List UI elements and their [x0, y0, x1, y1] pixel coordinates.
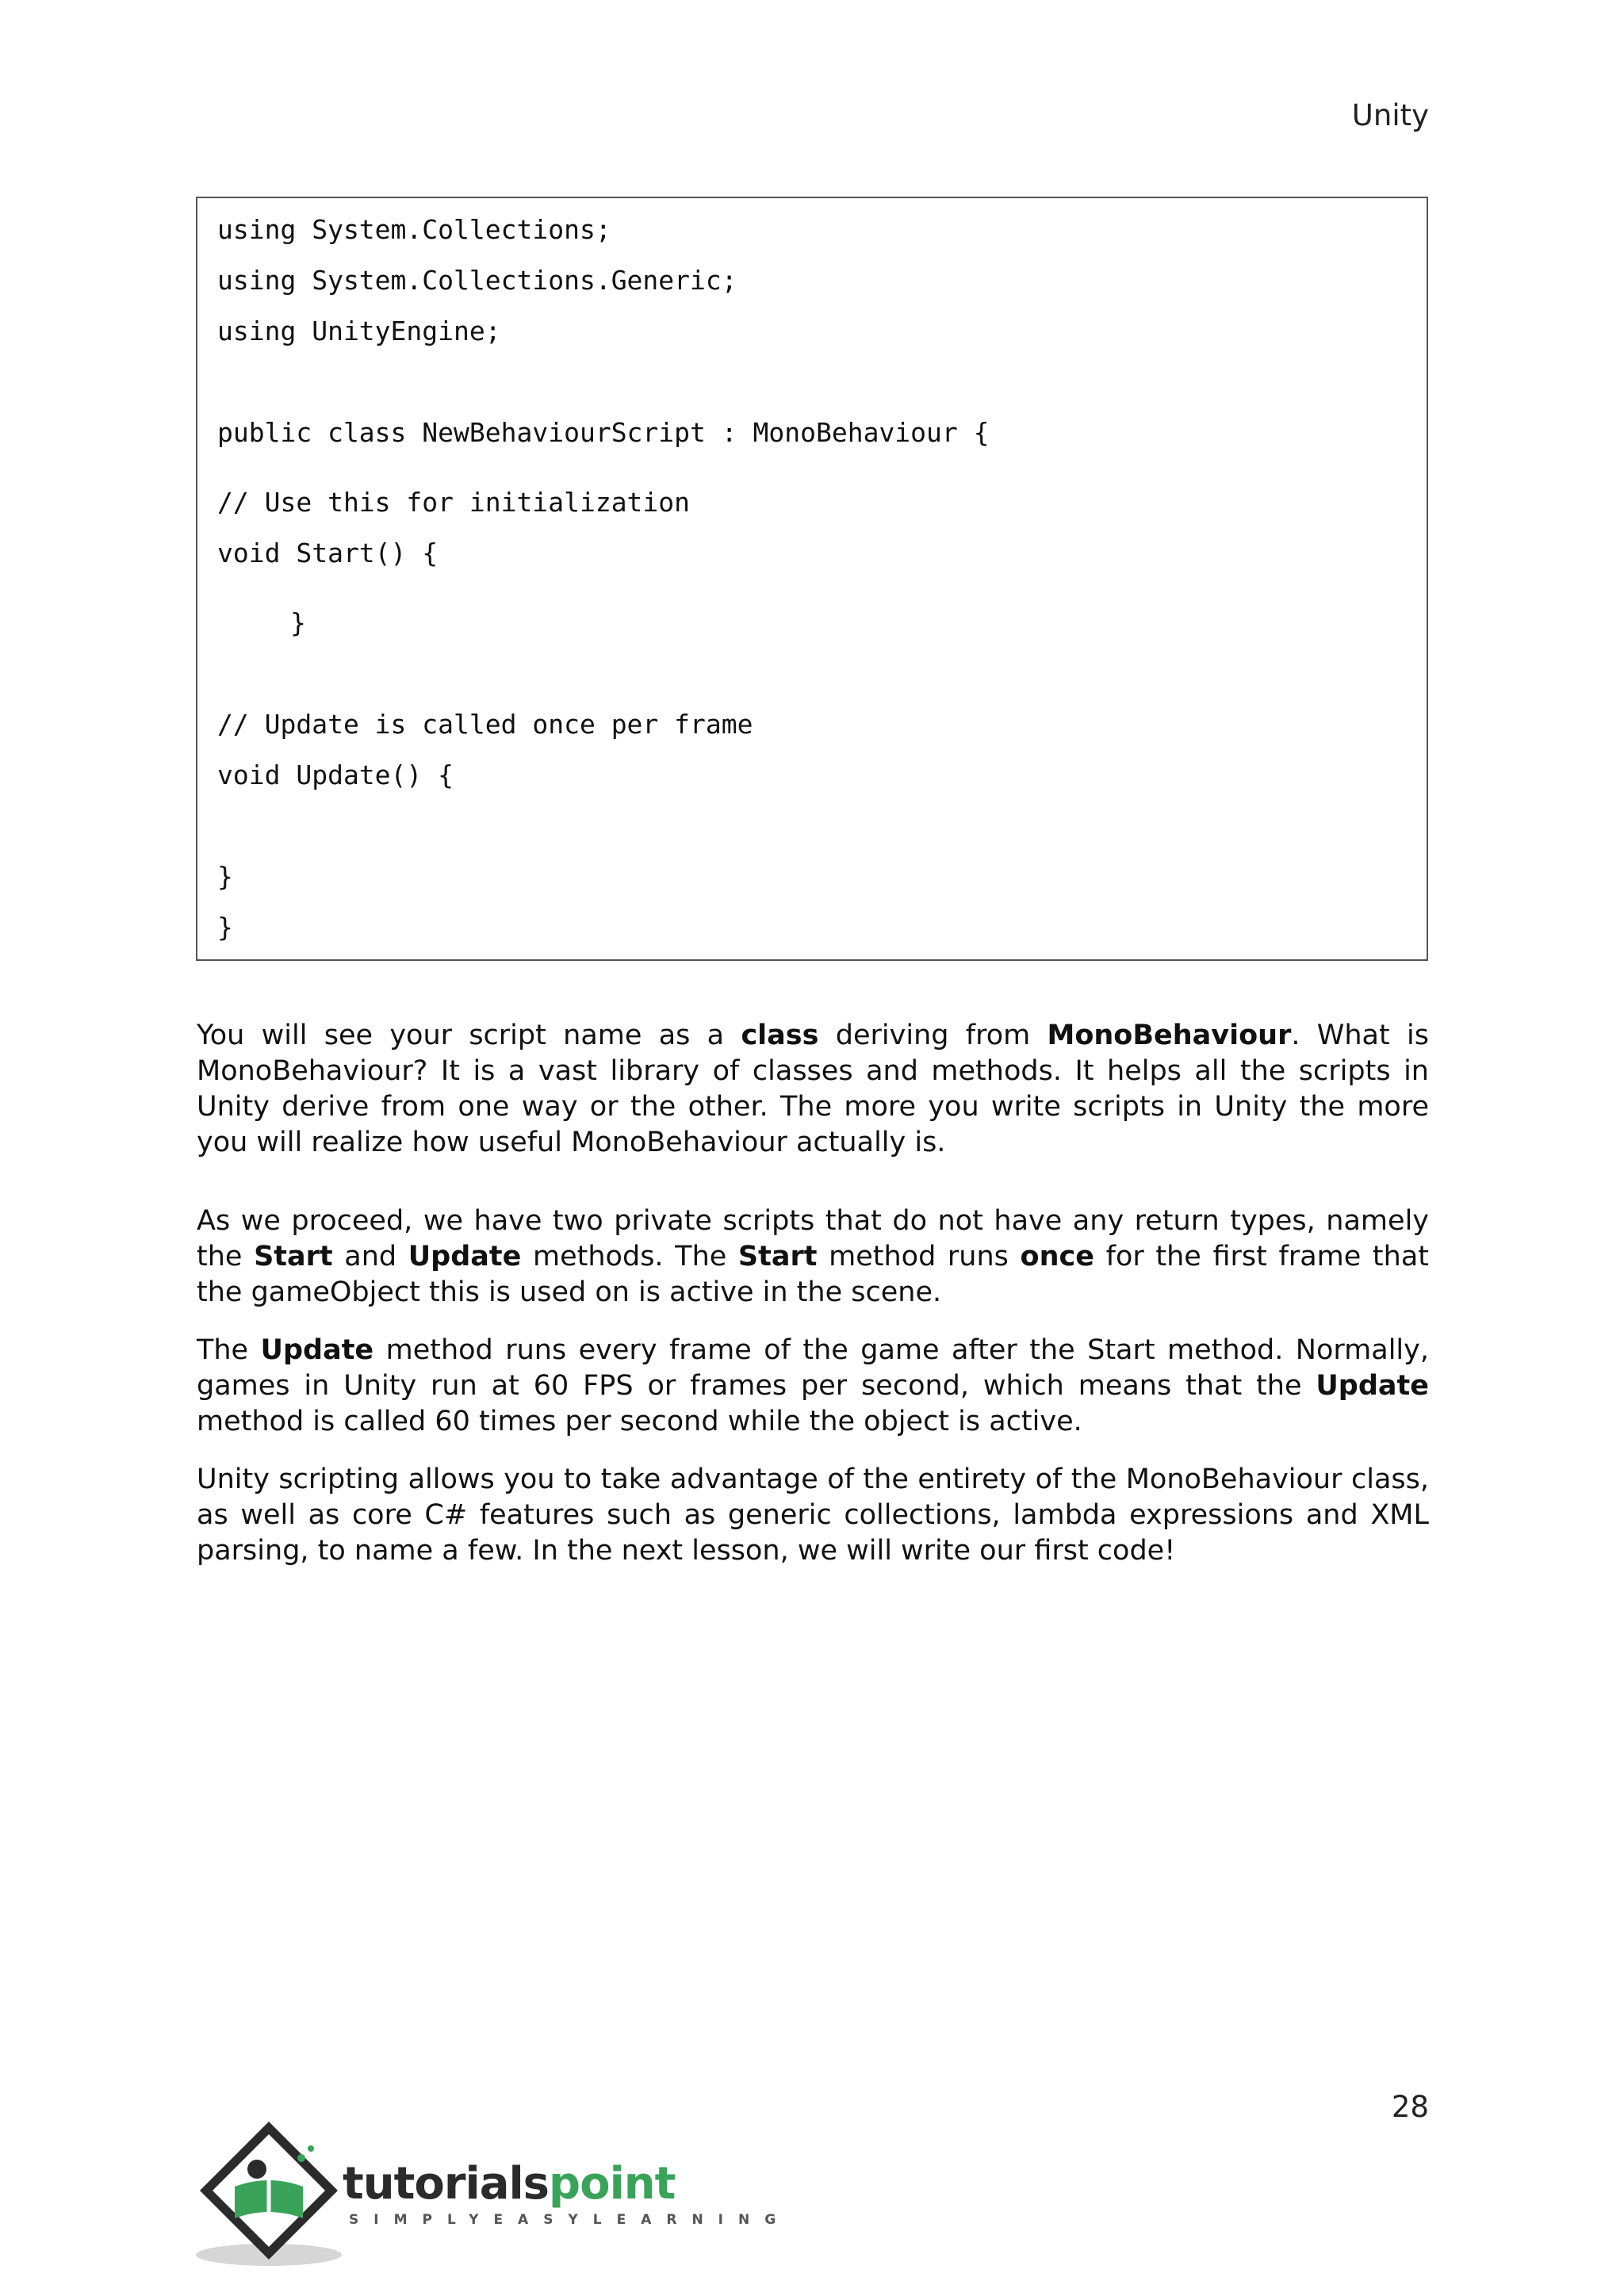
logo-wordmark [343, 2158, 675, 2210]
code-line: using System.Collections; [217, 214, 611, 245]
paragraph-scripting-features [197, 1462, 1429, 1569]
code-line: } [217, 912, 233, 943]
text-span: . What is MonoBehaviour? It is a vast library of classes and methods. It helps all the scripts in Unity derive from one way or the other. The more you write scripts in Unity the more you will realize how useful MonoBehaviour actually is. [197, 1020, 1429, 1158]
logo-wordmark-part1: tutorials [343, 2158, 550, 2210]
bold-term: Update [260, 1334, 374, 1366]
code-block [196, 197, 1428, 961]
paragraph-update-fps [197, 1333, 1429, 1440]
code-line: using UnityEngine; [217, 316, 501, 346]
bold-term: once [1020, 1241, 1094, 1272]
tutorialspoint-logo-icon [193, 2114, 352, 2272]
text-span: Unity scripting allows you to take advantage of the entirety of the MonoBehaviour class, as well as core C# features such as generic collections, lambda expressions and XML parsing, to name a few. In the next lesson, we will write our first code! [197, 1464, 1429, 1567]
text-span: and [332, 1241, 408, 1272]
code-line: // Use this for initialization [217, 487, 691, 518]
bold-term: Update [1316, 1370, 1429, 1402]
bold-term: class [741, 1020, 819, 1051]
text-span: The [197, 1334, 261, 1366]
page-number: 28 [1391, 2090, 1429, 2124]
text-span: for the first frame that the gameObject this is used on is active in the scene. [197, 1241, 1429, 1308]
code-line: void Update() { [217, 760, 454, 790]
page-header-title: Unity [1351, 98, 1429, 132]
logo-head-shape [247, 2160, 266, 2179]
logo-tagline: SIMPLYEASYLEARNING [349, 2212, 791, 2228]
code-line: } [290, 607, 306, 638]
bold-term: Start [254, 1241, 333, 1272]
text-span: method is called 60 times per second while the object is active. [197, 1406, 1082, 1437]
text-span: method runs every frame of the game after the Start method. Normally, games in Unity run at 60 FPS or frames per second, which means that the [197, 1334, 1429, 1402]
bold-term: MonoBehaviour [1047, 1020, 1292, 1051]
code-line: void Start() { [217, 538, 439, 568]
text-span: As we proceed, we have two private scripts that do not have any return types, namely the [197, 1205, 1429, 1272]
code-line: using System.Collections.Generic; [217, 265, 737, 296]
code-line: } [217, 861, 233, 892]
logo-dot-shape [297, 2154, 305, 2162]
paragraph-monobehaviour-intro [197, 1018, 1429, 1161]
bold-term: Update [408, 1241, 522, 1272]
bold-term: Start [737, 1241, 818, 1272]
paragraph-start-update [197, 1203, 1429, 1311]
text-span: method runs [817, 1241, 1021, 1272]
text-span: deriving from [818, 1020, 1048, 1051]
code-line: // Update is called once per frame [217, 709, 753, 740]
code-line: public class NewBehaviourScript : MonoBehaviour { [217, 417, 990, 448]
text-span: You will see your script name as a [197, 1020, 741, 1051]
text-span: methods. The [521, 1241, 738, 1272]
logo-dot-shape [308, 2145, 314, 2152]
logo-wordmark-part2: point [549, 2158, 676, 2210]
